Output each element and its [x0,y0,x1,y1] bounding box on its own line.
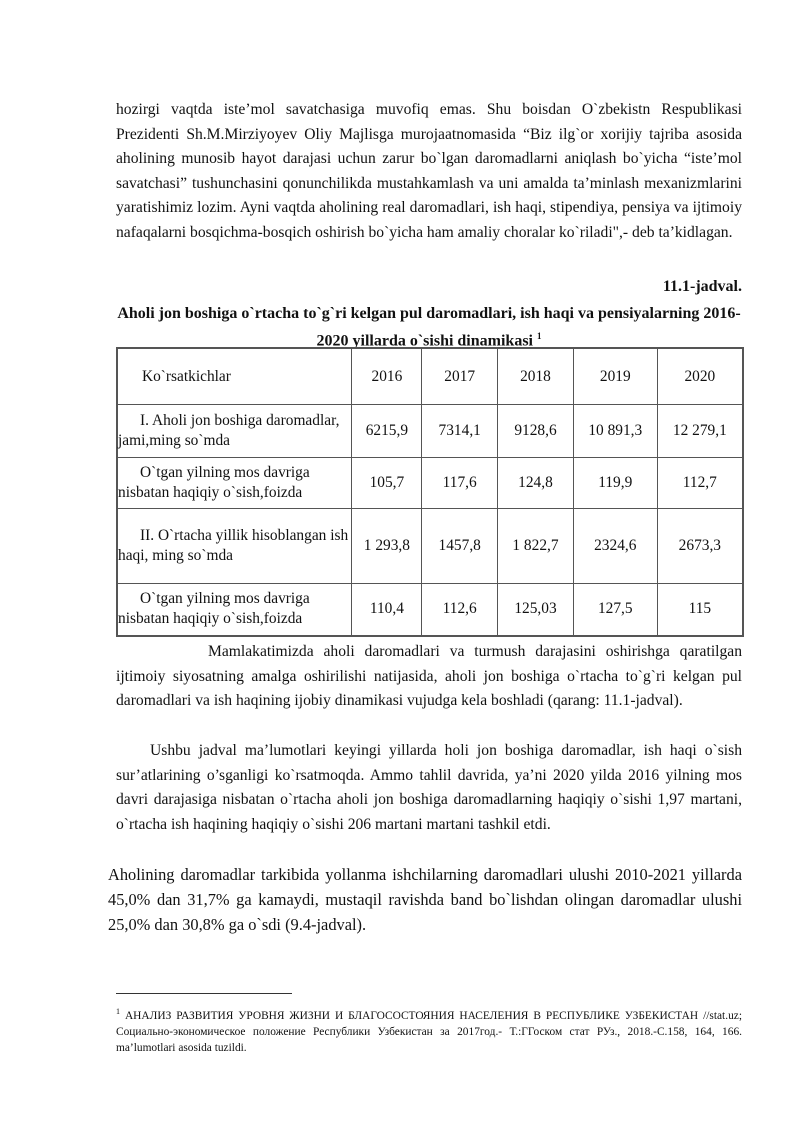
table-row [117,509,743,584]
income-table [116,347,744,637]
paragraph-2: Mamlakatimizda aholi daromadlari va turmush darajasini oshirishga qaratilgan ijtimoiy siyosatning amalga oshirilishi natijasida, aholi jon boshiga o`rtacha to`g`ri kelgan pul daromadlari va ish haqining ijobiy dinamikasi vujudga kela boshladi (qarang: 11.1-jadval). [116,643,742,710]
paragraph-3: Ushbu jadval ma’lumotlari keyingi yillarda holi jon boshiga daromadlar, ish haqi o`sish sur’atlarining o’sganligi ko`rsatmoqda. Ammo tahlil davrida, ya’ni 2020 yilda 2016 yilning mos davri darajasiga nisbatan o`rtacha aholi jon boshiga daromadlarning haqiqiy o`sishi 1,97 martani, o`rtacha ish haqining haqiqiy o`sishi 206 martani martani tashkil etdi. [116,742,742,833]
footnote-marker: 1 [116,1007,120,1016]
table-cell: 112,6 [422,584,498,636]
table-cell: 7314,1 [422,405,498,458]
footnote-text: АНАЛИЗ РАЗВИТИЯ УРОВНЯ ЖИЗНИ И БЛАГОСОСТОЯНИЯ НАСЕЛЕНИЯ В РЕСПУБЛИКЕ УЗБЕКИСТАН //stat.uz; Социально-экономическое положение Республики Узбекистан за 2017год.- Т.:ГГоском стат РУз., 2018.-С.158, 164, 166. ma’lumotlari asosida tuzildi. [116,1009,742,1054]
table-cell: 12 279,1 [657,405,743,458]
table-cell: 2324,6 [573,509,657,584]
row-label: O`tgan yilning mos davriga nisbatan haqiqiy o`sish,foizda [117,584,352,636]
footnote [116,1004,742,1056]
row-label: II. O`rtacha yillik hisoblangan ish haqi, ming so`mda [117,509,352,584]
table-row [117,458,743,509]
table-cell: 10 891,3 [573,405,657,458]
header-year: 2018 [498,348,574,405]
table-cell: 115 [657,584,743,636]
row-label: O`tgan yilning mos davriga nisbatan haqiqiy o`sish,foizda [117,458,352,509]
table-cell: 112,7 [657,458,743,509]
table-header-row [117,348,743,405]
table-row [117,584,743,636]
table-cell: 9128,6 [498,405,574,458]
table-cell: 127,5 [573,584,657,636]
table-title-text: Aholi jon boshiga o`rtacha to`g`ri kelgan pul daromadlari, ish haqi va pensiyalarning 2016-2020 yillarda o`sishi dinamikasi [117,305,741,350]
footnote-divider [116,993,292,994]
table-cell: 1 822,7 [498,509,574,584]
table-row [117,405,743,458]
table-cell: 1 293,8 [352,509,422,584]
header-year: 2019 [573,348,657,405]
intro-paragraph: hozirgi vaqtda iste’mol savatchasiga muvofiq emas. Shu boisdan O`zbekistn Respublikasi Prezidenti Sh.M.Mirziyoyev Oliy Majlisga murojaatnomasida “Biz ilg`or xorijiy tajriba asosida aholining munosib hayot darajasi uchun zarur bo`lgan daromadlarni aniqlash bo`yicha “iste’mol savatchasi” tushunchasini qonunchilikda mustahkamlash va uni amalda ta’minlash mexanizmlarini yaratishimiz lozim. Ayni vaqtda aholining real daromadlari, ish haqi, stipendiya, pensiya va ijtimoiy nafaqalarni bosqichma-bosqich oshirish bo`yicha ham amaliy choralar ko`riladi",- deb ta’kidlagan. [116,101,742,241]
table-title [116,302,742,352]
paragraph-4: Aholining daromadlar tarkibida yollanma ishchilarning daromadlari ulushi 2010-2021 yillarda 45,0% dan 31,7% ga kamaydi, mustaqil ravishda band bo`lishdan olingan daromadlar ulushi 25,0% dan 30,8% ga o`sdi (9.4-jadval). [108,865,742,934]
header-year: 2020 [657,348,743,405]
header-year: 2017 [422,348,498,405]
table-cell: 2673,3 [657,509,743,584]
table-cell: 6215,9 [352,405,422,458]
table-cell: 124,8 [498,458,574,509]
table-number: 11.1-jadval. [662,278,742,295]
table-cell: 119,9 [573,458,657,509]
table-cell: 1457,8 [422,509,498,584]
table-cell: 105,7 [352,458,422,509]
table-cell: 110,4 [352,584,422,636]
header-year: 2016 [352,348,422,405]
table-cell: 125,03 [498,584,574,636]
row-label: I. Aholi jon boshiga daromadlar, jami,ming so`mda [117,405,352,458]
footnote-reference: 1 [537,331,542,341]
table-cell: 117,6 [422,458,498,509]
header-indicators: Ko`rsatkichlar [117,348,352,405]
